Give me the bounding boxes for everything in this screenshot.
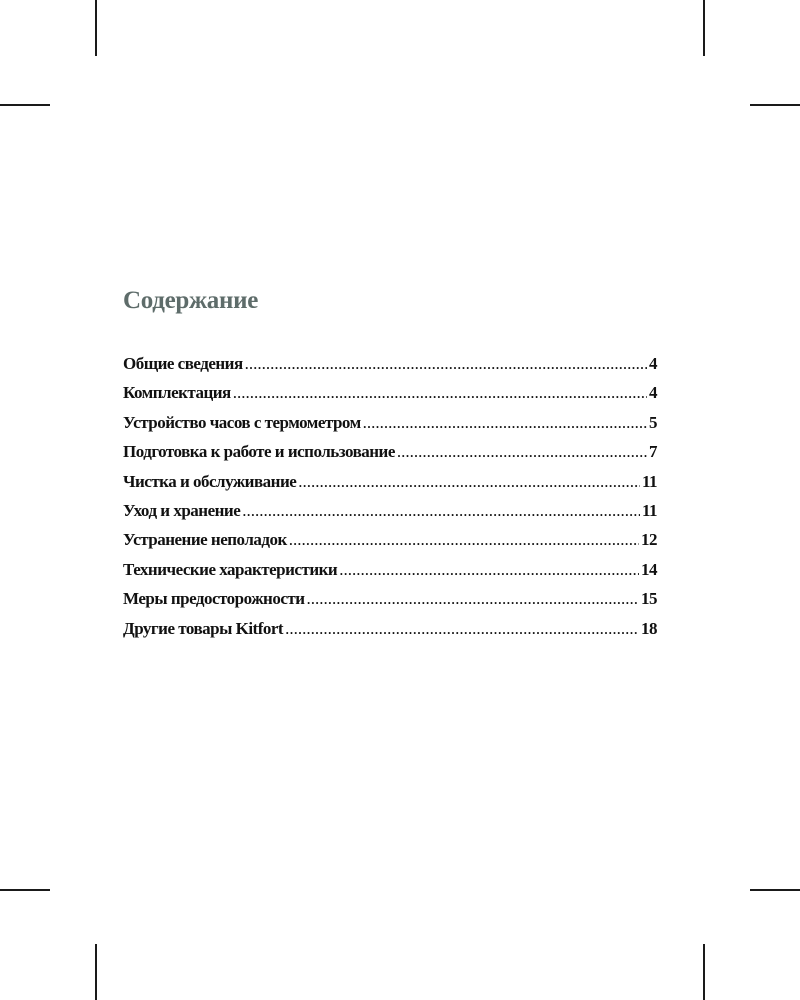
- crop-mark-top-right-vertical: [703, 0, 705, 56]
- toc-entry-page-number: 5: [649, 412, 657, 432]
- toc-dot-leader: [285, 619, 639, 639]
- toc-entry-page-number: 14: [641, 559, 657, 579]
- toc-entry-label: Подготовка к работе и использование: [123, 442, 395, 462]
- toc-entry-page-number: 4: [649, 383, 657, 403]
- crop-mark-bottom-left-vertical: [95, 944, 97, 1000]
- toc-entry-page-number: 11: [641, 500, 657, 520]
- crop-mark-top-right-horizontal: [750, 104, 800, 106]
- toc-dot-leader: [339, 560, 639, 580]
- toc-entry[interactable]: [123, 560, 657, 589]
- toc-entry-label: Устройство часов с термометром: [123, 412, 361, 432]
- toc-entry-page-number: 18: [641, 618, 657, 638]
- toc-entry[interactable]: [123, 354, 657, 383]
- toc-entry-label: Чистка и обслуживание: [123, 471, 297, 491]
- crop-mark-bottom-right-vertical: [703, 944, 705, 1000]
- toc-entry-page-number: 4: [649, 354, 657, 373]
- toc-entry-label: Общие сведения: [123, 354, 243, 373]
- toc-entry-page-number: 11: [641, 471, 657, 491]
- toc-entry-page-number: 7: [649, 442, 657, 462]
- toc-entry-label: Другие товары Kitfort: [123, 618, 284, 638]
- toc-entry-label: Меры предосторожности: [123, 589, 305, 609]
- crop-mark-bottom-right-horizontal: [750, 889, 800, 891]
- crop-mark-top-left-horizontal: [0, 104, 50, 106]
- toc-entry-page-number: 12: [641, 530, 657, 550]
- toc-list: [123, 354, 657, 648]
- toc-entry[interactable]: [123, 530, 657, 559]
- toc-entry[interactable]: [123, 589, 657, 618]
- crop-mark-bottom-left-horizontal: [0, 889, 50, 891]
- toc-dot-leader: [242, 501, 640, 521]
- toc-entry[interactable]: [123, 442, 657, 471]
- toc-entry-label: Комплектация: [123, 383, 231, 403]
- toc-dot-leader: [307, 589, 639, 609]
- toc-dot-leader: [245, 354, 647, 374]
- toc-entry-label: Уход и хранение: [123, 500, 241, 520]
- crop-mark-top-left-vertical: [95, 0, 97, 56]
- toc-entry[interactable]: [123, 501, 657, 530]
- toc-dot-leader: [289, 530, 639, 550]
- toc-dot-leader: [298, 472, 640, 492]
- toc-entry[interactable]: [123, 472, 657, 501]
- toc-title: Содержание: [123, 287, 259, 314]
- toc-entry-label: Технические характеристики: [123, 559, 338, 579]
- toc-dot-leader: [363, 413, 647, 433]
- toc-dot-leader: [397, 442, 647, 462]
- toc-entry[interactable]: [123, 383, 657, 412]
- toc-dot-leader: [233, 383, 647, 403]
- toc-entry-label: Устранение неполадок: [123, 530, 287, 550]
- toc-entry-page-number: 15: [641, 589, 657, 609]
- toc-entry[interactable]: [123, 619, 657, 648]
- toc-entry[interactable]: [123, 413, 657, 442]
